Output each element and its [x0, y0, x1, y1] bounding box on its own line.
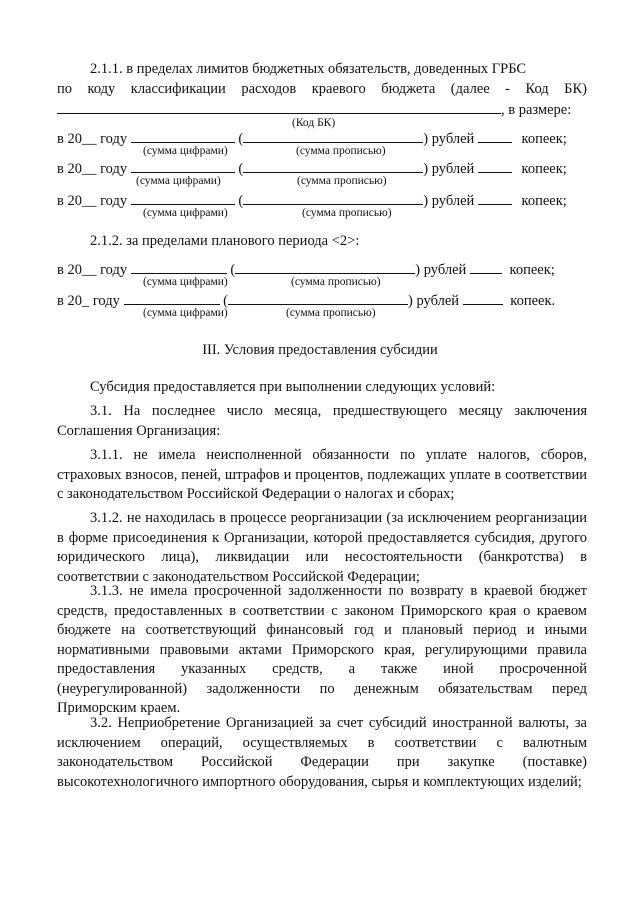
digits-blank	[131, 158, 235, 173]
caption-digits: (сумма цифрами)	[143, 207, 228, 219]
kopecks-blank	[478, 128, 512, 143]
caption-digits: (сумма цифрами)	[136, 175, 221, 187]
rubles-label: ) рублей	[423, 193, 475, 209]
rubles-label: ) рублей	[408, 293, 460, 309]
clause-2-1-2-line1: 2.1.2. за пределами планового периода <2>:	[90, 233, 360, 249]
digits-blank	[131, 190, 235, 205]
year-row: в 20__ году ( ) рублей копеек;	[57, 158, 587, 177]
words-blank	[243, 190, 423, 205]
caption-words: (сумма прописью)	[302, 207, 392, 219]
kopecks-label: копеек;	[521, 131, 567, 147]
kopecks-blank	[470, 259, 502, 274]
year-label: в 20__ году	[57, 131, 128, 147]
caption-digits: (сумма цифрами)	[143, 145, 228, 157]
words-blank	[228, 290, 408, 305]
year-label: в 20__ году	[57, 161, 128, 177]
clause-3-1-2: 3.1.2. не находилась в процессе реорганизации (за исключением реорганизации в форме присоединения к Организации, которой предоставляется субсидия, другого юридического лица), ликвидации или несостоятельности (банкротства) в соответствии с законодательством Российской Федерации;	[57, 510, 587, 585]
kopecks-label: копеек;	[521, 161, 567, 177]
caption-words: (сумма прописью)	[297, 175, 387, 187]
caption-words: (сумма прописью)	[291, 276, 381, 288]
kopecks-blank	[463, 290, 503, 305]
clause-3-1-1: 3.1.1. не имела неисполненной обязанности по уплате налогов, сборов, страховых взносов, пеней, штрафов и процентов, подлежащих уплате в соответствии с законодательством Российской Федерации о налогах и сборах;	[57, 447, 587, 502]
rubles-label: ) рублей	[415, 262, 467, 278]
caption-words: (сумма прописью)	[296, 145, 386, 157]
caption-digits: (сумма цифрами)	[143, 307, 228, 319]
clause-3-1: 3.1. На последнее число месяца, предшествующего месяцу заключения Соглашения Организация:	[57, 403, 587, 439]
clause-3-1-3: 3.1.3. не имела просроченной задолженности по возврату в краевой бюджет средств, предоставленных в соответствии с законом Приморского края о краевом бюджете на соответствующий финансовый год и плановый период и иными нормативными правовыми актами Приморского края, регулирующими правила предоставления указанных средств, а также иной просроченной (неурегулированной) задолженности по денежным обязательствам перед Приморским краем.	[57, 583, 587, 716]
kod-bk-line	[57, 99, 587, 118]
caption-digits: (сумма цифрами)	[143, 276, 228, 288]
year-label: в 20__ году	[57, 262, 128, 278]
kopecks-label: копеек;	[509, 262, 555, 278]
digits-blank	[124, 290, 220, 305]
kopecks-blank	[478, 190, 512, 205]
clause-2-1-1-line1: 2.1.1. в пределах лимитов бюджетных обязательств, доведенных ГРБС	[90, 61, 527, 77]
year-label: в 20_ году	[57, 293, 120, 309]
year-row: в 20__ году ( ) рублей копеек;	[57, 259, 587, 278]
rubles-label: ) рублей	[423, 161, 475, 177]
words-blank	[235, 259, 415, 274]
year-row: в 20__ году ( ) рублей копеек;	[57, 128, 587, 147]
words-blank	[243, 158, 423, 173]
year-row: в 20_ году ( ) рублей копеек.	[57, 290, 587, 309]
rubles-label: ) рублей	[423, 131, 475, 147]
caption-words: (сумма прописью)	[286, 307, 376, 319]
kod-bk-caption: (Код БК)	[292, 117, 336, 129]
digits-blank	[131, 128, 235, 143]
year-label: в 20__ году	[57, 193, 128, 209]
conditions-intro: Субсидия предоставляется при выполнении следующих условий:	[90, 379, 496, 395]
kopecks-label: копеек.	[510, 293, 556, 309]
kopecks-label: копеек;	[521, 193, 567, 209]
clause-2-1-1-line2: по коду классификации расходов краевого бюджета (далее - Код БК)	[57, 81, 587, 97]
digits-blank	[131, 259, 227, 274]
clause-3-2: 3.2. Неприобретение Организацией за счет субсидий иностранной валюты, за исключением операций, осуществляемых в соответствии с валютным законодательством Российской Федерации при закупке (поставке) высокотехнологичного импортного оборудования, сырья и комплектующих изделий;	[57, 715, 587, 790]
kopecks-blank	[478, 158, 512, 173]
year-row: в 20__ году ( ) рублей копеек;	[57, 190, 587, 209]
kod-bk-blank	[57, 99, 501, 114]
amount-tail: , в размере:	[501, 102, 572, 118]
words-blank	[243, 128, 423, 143]
section-3-title: III. Условия предоставления субсидии	[202, 342, 438, 358]
